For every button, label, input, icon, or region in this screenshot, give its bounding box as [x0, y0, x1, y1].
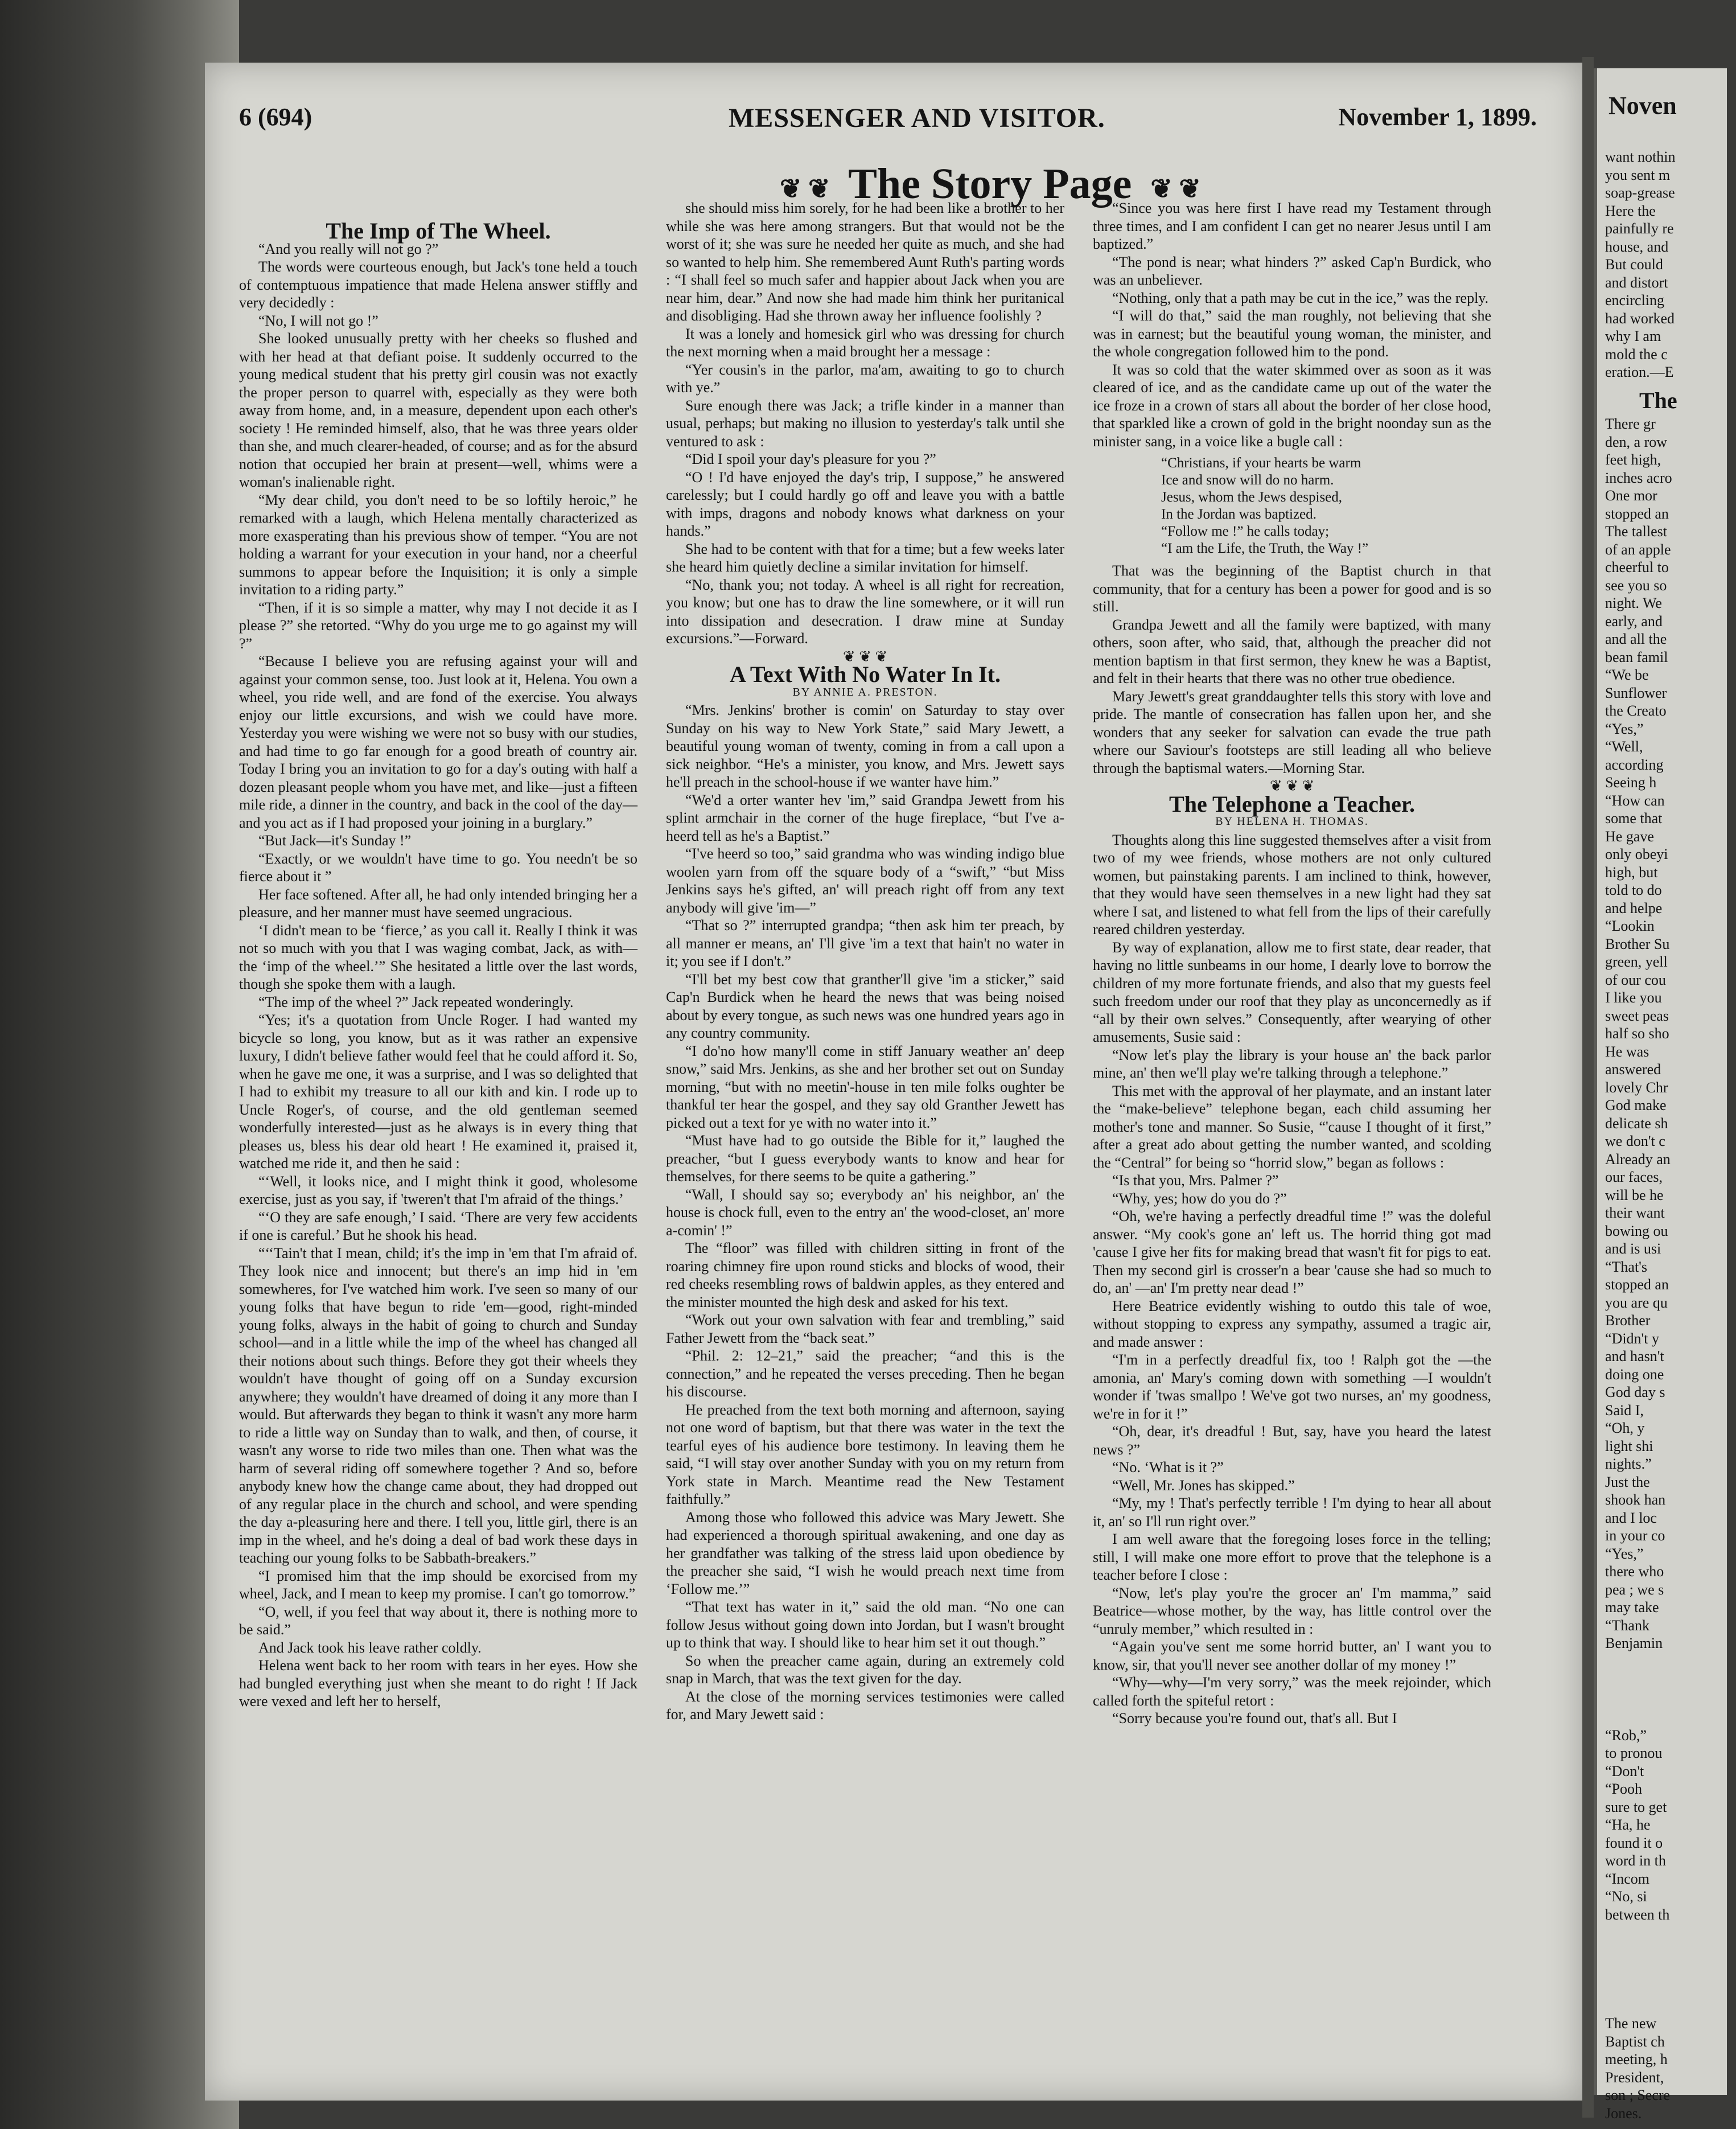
- text-line: “Christians, if your hearts be warm: [1161, 455, 1361, 471]
- text-line: I like you: [1605, 989, 1662, 1006]
- text-line: nights.”: [1605, 1456, 1652, 1472]
- paragraph: She looked unusually pretty with her cheeks so flushed and with her head at that defiant poise. It suddenly occurred to the young medical student that his pretty girl cousin was not exactly the proper person to quarrel with, especially as they were both away from home, and, in a measure, dependent upon each other's society ! He reminded himself, also, that he was three years older than she, and much clearer-headed, of course; and as for the absurd notion that occupied her brain at present—well, whims were a woman's inalienable right.: [239, 330, 637, 490]
- text-line: doing one: [1605, 1366, 1664, 1383]
- article-body-text-continued: [1093, 199, 1491, 450]
- paragraph: “And you really will not go ?”: [258, 240, 439, 257]
- text-line: soap-grease: [1605, 184, 1675, 201]
- paragraph: “I've heerd so too,” said grandma who was winding indigo blue woolen yarn from off the square body of a “swift,” “but Miss Jenkins says he's gifted, an' will preach right off from any text anybody will give 'im—”: [666, 845, 1064, 916]
- newspaper-page: [205, 63, 1582, 2101]
- text-line: The new: [1605, 2015, 1657, 2032]
- text-line: half so sho: [1605, 1025, 1669, 1042]
- text-line: shook han: [1605, 1491, 1666, 1508]
- column-1: [239, 218, 637, 2066]
- paragraph: So when the preacher came again, during an extremely cold snap in March, that was the text given for the day.: [666, 1652, 1064, 1687]
- paragraph: Mary Jewett's great granddaughter tells this story with love and pride. The mantle of consecration has fallen upon her, and she wonders that any seeker for salvation can evade the true path where our Saviour's footsteps are still leading all who believe through the baptismal waters.—Morning Star.: [1093, 688, 1491, 776]
- paragraph: “That text has water in it,” said the old man. “No one can follow Jesus without going down into Jordan, but I wasn't brought up to think that way. I should like to hear him set it out though.”: [666, 1598, 1064, 1651]
- text-line: green, yell: [1605, 953, 1668, 970]
- text-line: Jones.: [1605, 2105, 1642, 2122]
- text-line: mold the c: [1605, 346, 1668, 363]
- text-line: there who: [1605, 1563, 1664, 1580]
- paragraph: Helena went back to her room with tears in her eyes. How she had bungled everything just when she meant to do right ! If Jack were vexed and left her to herself,: [239, 1657, 637, 1709]
- text-line: night. We: [1605, 595, 1662, 611]
- paragraph: He preached from the text both morning and afternoon, saying not one word of baptism, but that there was water in the text the tearful eyes of his audience bore testimony. In leaving them he said, “I will stay over another Sunday with you on my return from York state in March. Meantime read the New Testament faithfully.”: [666, 1401, 1064, 1507]
- text-line: bowing ou: [1605, 1222, 1668, 1239]
- text-line: “Rob,”: [1605, 1727, 1647, 1744]
- text-line: we don't c: [1605, 1133, 1665, 1149]
- text-line: and distort: [1605, 274, 1668, 291]
- paragraph: “The imp of the wheel ?” Jack repeated wonderingly.: [258, 993, 574, 1010]
- text-line: of our cou: [1605, 971, 1666, 988]
- text-line: see you so: [1605, 577, 1667, 594]
- paragraph: “Yer cousin's in the parlor, ma'am, awaiting to go to church with ye.”: [666, 361, 1064, 396]
- text-line: son ; Secre: [1605, 2087, 1671, 2103]
- text-line: and all the: [1605, 631, 1667, 647]
- paragraph: “The pond is near; what hinders ?” asked Cap'n Burdick, who was an unbeliever.: [1093, 253, 1491, 288]
- paragraph: “O ! I'd have enjoyed the day's trip, I suppose,” he answered carelessly; but I could hardly go off and leave you with a battle with imps, dragons and nobody knows what darkness on your hands.”: [666, 468, 1064, 539]
- text-line: “Didn't y: [1605, 1330, 1659, 1347]
- paragraph: “Oh, dear, it's dreadful ! But, say, have you heard the latest news ?”: [1093, 1423, 1491, 1458]
- text-line: cheerful to: [1605, 559, 1669, 576]
- text-line: found it o: [1605, 1834, 1663, 1851]
- text-line: meeting, h: [1605, 2051, 1668, 2068]
- text-line: God day s: [1605, 1384, 1665, 1400]
- text-line: “Follow me !” he calls today;: [1161, 524, 1330, 539]
- text-line: and is usi: [1605, 1240, 1661, 1257]
- text-line: Already an: [1605, 1150, 1671, 1168]
- text-line: “Lookin: [1605, 918, 1655, 934]
- text-line: In the Jordan was baptized.: [1161, 507, 1317, 522]
- text-line: But could: [1605, 256, 1663, 273]
- text-line: “How can: [1605, 792, 1665, 809]
- text-line: Here the: [1605, 202, 1656, 219]
- page-header: [239, 97, 1560, 148]
- article-title-telephone-teacher: The Telephone a Teacher.: [1169, 791, 1415, 817]
- text-line: you are qu: [1605, 1294, 1668, 1311]
- text-line: “Yes,”: [1605, 1545, 1644, 1562]
- paragraph: This met with the approval of her playmate, and an instant later the “make-believe” telephone began, each child assuming her mother's tone and manner. So Susie, “'cause I thought of it first,” after a great ado about getting the number wanted, and scolding the “Central” for being so “horrid slow,” began as follows :: [1093, 1082, 1491, 1171]
- byline: BY ANNIE A. PRESTON.: [792, 685, 938, 698]
- text-line: the Creato: [1605, 702, 1667, 719]
- text-line: stopped an: [1605, 1276, 1669, 1293]
- paragraph: The words were courteous enough, but Jack's tone held a touch of contemptuous impatience that made Helena answer stiffly and very decidedly :: [239, 258, 637, 311]
- paragraph: “Then, if it is so simple a matter, why may I not decide it as I please ?” she retorted. “Why do you urge me to go against my will ?”: [239, 599, 637, 652]
- text-line: President,: [1605, 2069, 1664, 2086]
- text-line: only obeyi: [1605, 846, 1668, 862]
- text-line: “Pooh: [1605, 1781, 1642, 1797]
- adjacent-lines-d: [1605, 2015, 1736, 2122]
- text-line: and helpe: [1605, 899, 1663, 916]
- paragraph: ‘I didn't mean to be ‘fierce,’ as you call it. Really I think it was not so much with you that I was waging combat, Jack, as with—the ‘imp of the wheel.’” She hesitated a little over the last words, though she spoke them with a laugh.: [239, 922, 637, 992]
- text-line: and hasn't: [1605, 1348, 1664, 1364]
- article-body-imp-continued: [666, 199, 1064, 648]
- text-line: Seeing h: [1605, 774, 1657, 791]
- adjacent-page: [1594, 68, 1727, 2122]
- paragraph: “Since you was here first I have read my Testament through three times, and I am confident I can get no nearer Jesus until I am baptized.”: [1093, 200, 1491, 252]
- paragraph: The “floor” was filled with children sitting in front of the roaring chimney fire upon round sticks and blocks of wood, their red cheeks resembling rows of baldwin apples, as they entered and the minister mounted the high desk and asked for his text.: [666, 1240, 1064, 1310]
- paragraph: “Work out your own salvation with fear and trembling,” said Father Jewett from the “back seat.”: [666, 1312, 1064, 1346]
- ornament-left-icon: ❦ ❦: [780, 174, 830, 203]
- text-line: Ice and snow will do no harm.: [1161, 472, 1334, 488]
- paragraph: “We'd a orter wanter hev 'im,” said Grandpa Jewett from his splint armchair in the corner of the huge fireplace, “but I've a-heerd tell as he's a Baptist.”: [666, 791, 1064, 844]
- text-line: “Thank: [1605, 1617, 1649, 1634]
- paragraph: “Now, let's play you're the grocer an' I'm mamma,” said Beatrice—whose mother, by the way, has little control over the “unruly member,” which resulted in :: [1093, 1584, 1491, 1637]
- article-body-text-with-no-water: [666, 701, 1064, 1724]
- paragraph: “Is that you, Mrs. Palmer ?”: [1112, 1172, 1279, 1189]
- text-line: There gr: [1605, 416, 1656, 432]
- paragraph: “My dear child, you don't need to be so loftily heroic,” he remarked with a laugh, which Helena mentally characterized as more exasperating than his previous show of temper. “You are not holding a warrant for your execution in your hand, nor a cheerful summons to appear before the Inquisition; it is only a simple invitation to a riding party.”: [239, 491, 637, 598]
- paragraph: “Yes; it's a quotation from Uncle Roger. I had wanted my bicycle so long, you know, but as it was rather an expensive luxury, I didn't believe father would feel that he could afford it. So, when he gave me one, it was a surprise, and I was so delighted that I had to exhibit my treasure to all our kith and kin. I rode up to Uncle Roger's, of course, and the old gentleman seemed wonderfully interested—just as he always is in every thing that pleases us, bless his dear old heart ! He examined it, praised it, watched me ride it, and then he said :: [239, 1012, 637, 1172]
- masthead: MESSENGER AND VISITOR.: [729, 103, 1105, 133]
- book-binding: [0, 0, 239, 2129]
- hymn-verse: [1161, 455, 1491, 557]
- text-line: “Oh, y: [1605, 1420, 1645, 1436]
- paragraph: “O, well, if you feel that way about it, there is nothing more to be said.”: [239, 1603, 637, 1638]
- text-line: lovely Chr: [1605, 1079, 1668, 1096]
- paragraph: “Mrs. Jenkins' brother is comin' on Saturday to stay over Sunday on his way to New York State,” said Mary Jewett, a beautiful young woman of twenty, coming in from a call upon a sick neighbor. “He's a minister, you know, and Mrs. Jewett says he'll preach in the school-house if we wanter have him.”: [666, 702, 1064, 790]
- paragraph: “Why—why—I'm very sorry,” was the meek rejoinder, which called forth the spiteful retort :: [1093, 1674, 1491, 1709]
- text-line: may take: [1605, 1599, 1659, 1616]
- paragraph: “That so ?” interrupted grandpa; “then ask him ter preach, by all manner er means, an' I'll give 'im a text that hain't no water in it; you see if I don't.”: [666, 917, 1064, 969]
- paragraph: “Did I spoil your day's pleasure for you ?”: [685, 451, 936, 467]
- paragraph: It was a lonely and homesick girl who was dressing for church the next morning when a maid brought her a message :: [666, 325, 1064, 360]
- text-line: inches acro: [1605, 469, 1672, 486]
- paragraph: “But Jack—it's Sunday !”: [258, 832, 412, 849]
- paragraph: “Now let's play the library is your house an' the back parlor mine, an' then we'll play we're talking through a telephone.”: [1093, 1046, 1491, 1081]
- text-line: “That's: [1605, 1258, 1647, 1275]
- text-line: Benjamin: [1605, 1635, 1663, 1651]
- text-line: “We be: [1605, 667, 1649, 683]
- text-line: and I loc: [1605, 1509, 1657, 1526]
- text-line: feet high,: [1605, 451, 1661, 468]
- byline: BY HELENA H. THOMAS.: [1215, 815, 1369, 828]
- text-line: “Yes,”: [1605, 720, 1644, 737]
- text-line: between th: [1605, 1906, 1670, 1923]
- paragraph: “No. ‘What is it ?”: [1112, 1459, 1224, 1475]
- text-line: why I am: [1605, 328, 1661, 344]
- paragraph: And Jack took his leave rather coldly.: [258, 1639, 482, 1656]
- paragraph: she should miss him sorely, for he had been like a brother to her while she was here among strangers. But that would not be the worst of it; she was sure he needed her quite as much, and she had so wanted to help him. She remembered Aunt Ruth's parting words : “I shall feel so much safer and happier about Jack when you are near him, dear.” And now she had made him think her puritanical and disobliging. Had she thrown away her influence foolishly ?: [666, 200, 1064, 324]
- text-line: One mor: [1605, 487, 1657, 504]
- paragraph: “Oh, we're having a perfectly dreadful time !” was the doleful answer. “My cook's gone an' left us. The horrid thing got mad 'cause I give her fits for making bread that wasn't fit for pigs to eat. Then my second girl is crosser'n a bear 'cause she had so much to do, an' —an' I'm pretty near dead !”: [1093, 1208, 1491, 1296]
- text-line: will be he: [1605, 1186, 1664, 1203]
- text-line: Sunflower: [1605, 684, 1667, 701]
- article-title-text-with-no-water: A Text With No Water In It.: [729, 661, 1001, 687]
- text-line: of an apple: [1605, 541, 1671, 558]
- text-line: delicate sh: [1605, 1115, 1668, 1132]
- paragraph: That was the beginning of the Baptist church in that community, that for a century has been a power for good and is so still.: [1093, 562, 1491, 615]
- text-line: He was: [1605, 1043, 1649, 1060]
- page-gutter: [1582, 57, 1594, 2118]
- paragraph: “No, I will not go !”: [258, 312, 379, 329]
- text-line: light shi: [1605, 1437, 1653, 1454]
- page-number: 6 (694): [239, 103, 312, 131]
- paragraph: “My, my ! That's perfectly terrible ! I'm dying to hear all about it, an' so I'll run right over.”: [1093, 1495, 1491, 1530]
- text-line: Jesus, whom the Jews despised,: [1161, 490, 1343, 505]
- text-line: want nothin: [1605, 149, 1676, 165]
- text-line: The tallest: [1605, 523, 1668, 540]
- text-line: sweet peas: [1605, 1007, 1669, 1024]
- text-line: house, and: [1605, 238, 1669, 255]
- paragraph: “‘Well, it looks nice, and I might think it good, wholesome exercise, just as you say, if 'tweren't that I'm afraid of the things.’: [239, 1173, 637, 1207]
- paragraph: “I'll bet my best cow that granther'll give 'im a sticker,” said Cap'n Burdick when he heard the news that was being noised about by every tongue, as such news was one hundred years ago in any country community.: [666, 971, 1064, 1041]
- paragraph: At the close of the morning services testimonies were called for, and Mary Jewett said :: [666, 1688, 1064, 1723]
- text-line: “Don't: [1605, 1762, 1644, 1779]
- issue-date: November 1, 1899.: [1338, 103, 1537, 131]
- text-line: Baptist ch: [1605, 2033, 1665, 2050]
- paragraph: “I will do that,” said the man roughly, not believing that she was in earnest; but the beautiful young woman, the minister, and the whole congregation followed him to the pond.: [1093, 307, 1491, 360]
- paragraph: “Must have had to go outside the Bible for it,” laughed the preacher, “but I guess everybody wants to know and hear for themselves, for there seems to be quite a gathering.”: [666, 1132, 1064, 1185]
- paragraph: “Exactly, or we wouldn't have time to go. You needn't be so fierce about it ”: [239, 850, 637, 885]
- text-line: high, but: [1605, 864, 1658, 881]
- paragraph: Here Beatrice evidently wishing to outdo this tale of woe, without stopping to express any sympathy, assumed a tragic air, and made answer :: [1093, 1297, 1491, 1350]
- adjacent-page-header: Noven: [1609, 92, 1677, 120]
- paragraph: “‘O they are safe enough,’ I said. ‘There are very few accidents if one is careful.’ But he shook his head.: [239, 1209, 637, 1243]
- text-line: “Ha, he: [1605, 1816, 1651, 1833]
- text-line: early, and: [1605, 613, 1663, 630]
- adjacent-lines-b: [1605, 415, 1736, 1653]
- article-body-text-ending: [1093, 562, 1491, 777]
- paragraph: “I do'no how many'll come in stiff January weather an' deep snow,” said Mrs. Jenkins, as she and her brother set out on Sunday morning, “but with no meetin'-house in ten mile folks oughter be thankful ter hear the gospel, and they say old Granther Jewett has picked out a text for ye with no water into it.”: [666, 1042, 1064, 1131]
- adjacent-lines-a: [1605, 148, 1736, 381]
- paragraph: “No, thank you; not today. A wheel is all right for recreation, you know; but one has to draw the line somewhere, or it will run into dissipation and desecration. I draw mine at Sunday excursions.”—Forward.: [666, 576, 1064, 647]
- paragraph: “Again you've sent me some horrid butter, an' I want you to know, sir, that you'll never see another dollar of my money !”: [1093, 1638, 1491, 1673]
- column-2: [666, 199, 1064, 2066]
- column-3: [1093, 199, 1491, 2066]
- text-line: pea ; we s: [1605, 1581, 1664, 1598]
- text-line: God make: [1605, 1097, 1667, 1113]
- paragraph: By way of explanation, allow me to first state, dear reader, that having no little sunbeams in our home, I dearly love to borrow the children of my more fortunate friends, and also that my guests feel such freedom under our roof that they play as unconcernedly as if “all by their own selves.” Consequently, after wearying of other amusements, Susie said :: [1093, 939, 1491, 1045]
- paragraph: I am well aware that the foregoing loses force in the telling; still, I will make one more effort to prove that the telephone is a teacher before I close :: [1093, 1531, 1491, 1583]
- separator-stars: ❦ ❦ ❦: [1269, 778, 1315, 794]
- text-line: some that: [1605, 810, 1663, 827]
- paragraph: “Because I believe you are refusing against your will and against your common sense, too. Just look at it, Helena. You own a wheel, you ride well, and are fond of the exercise. You always enjoy our little excursions, and wish we could have more. Yesterday you were wishing we were not so busy with our studies, and had time to go far enough for a good breath of country air. Today I bring you an invitation to go for a day's outing with half a dozen pleasant people whom you have met, and like—just a fifteen mile ride, a dinner in the country, and back in the cool of the day—and you act as if I had proposed your joining in a burglary.”: [239, 653, 637, 831]
- ornament-right-icon: ❦ ❦: [1150, 174, 1201, 203]
- text-line: “Incom: [1605, 1870, 1649, 1887]
- section-title-text: The Story Page: [848, 160, 1132, 208]
- paragraph: Her face softened. After all, he had only intended bringing her a pleasure, and her manner must have seemed ungracious.: [239, 886, 637, 920]
- text-line: their want: [1605, 1205, 1665, 1221]
- text-line: Brother: [1605, 1312, 1651, 1329]
- paragraph: “Nothing, only that a path may be cut in the ice,” was the reply.: [1112, 289, 1489, 306]
- paragraph: Grandpa Jewett and all the family were baptized, with many others, soon after, who said, that, although the preacher did not mention baptism in that first sermon, they knew he was a Baptist, and felt in their hearts that there was no other true obedience.: [1093, 616, 1491, 687]
- text-line: Said I,: [1605, 1401, 1644, 1419]
- article-title-imp-of-the-wheel: The Imp of The Wheel.: [326, 218, 551, 244]
- adjacent-article-title: The: [1639, 387, 1677, 413]
- paragraph: Among those who followed this advice was Mary Jewett. She had experienced a thorough spiritual awakening, and one day as her grandfather was talking of the stress laid upon obedience by the preacher she said, “I wish he would preach next time from ‘Follow me.’”: [666, 1509, 1064, 1597]
- adjacent-lines-c: [1605, 1727, 1736, 1924]
- article-body-imp-of-the-wheel: [239, 240, 637, 1711]
- text-line: He gave: [1605, 828, 1654, 845]
- text-line: encircling: [1605, 292, 1664, 309]
- paragraph: “Well, Mr. Jones has skipped.”: [1112, 1477, 1295, 1494]
- text-line: bean famil: [1605, 648, 1668, 665]
- text-line: den, a row: [1605, 433, 1668, 450]
- text-line: Just the: [1605, 1473, 1650, 1490]
- paragraph: “Why, yes; how do you do ?”: [1112, 1190, 1287, 1207]
- text-line: eration.—E: [1605, 364, 1674, 380]
- text-line: “Well,: [1605, 738, 1643, 755]
- paragraph: “Wall, I should say so; everybody an' his neighbor, an' the house is chock full, even to the entry an' the wood-closet, an' more a-comin' !”: [666, 1186, 1064, 1239]
- text-line: had worked: [1605, 310, 1675, 327]
- paragraph: “I'm in a perfectly dreadful fix, too ! Ralph got the —the amonia, an' Mary's coming down with something —I wouldn't wonder if 'twas smallpo ! We've got two nurses, an' my goodness, we're in for it !”: [1093, 1351, 1491, 1422]
- text-line: “No, si: [1605, 1888, 1647, 1905]
- text-line: stopped an: [1605, 505, 1669, 522]
- article-body-telephone-teacher: [1093, 831, 1491, 1728]
- text-line: in your co: [1605, 1527, 1665, 1544]
- text-line: to pronou: [1605, 1745, 1663, 1761]
- text-line: answered: [1605, 1061, 1661, 1078]
- paragraph: She had to be content with that for a time; but a few weeks later she heard him quietly decline a similar invitation for himself.: [666, 540, 1064, 575]
- text-line: word in th: [1605, 1852, 1666, 1869]
- text-line: painfully re: [1605, 220, 1674, 237]
- paragraph: Thoughts along this line suggested themselves after a visit from two of my wee friends, whose mothers are not only cultured women, but painstaking parents. I am inclined to think, however, that they would have seen themselves in a new light had they sat where I sat, and listened to what fell from the lips of their carefully reared children yesterday.: [1093, 831, 1491, 938]
- text-line: our faces,: [1605, 1169, 1663, 1185]
- paragraph: Sure enough there was Jack; a trifle kinder in a manner than usual, perhaps; but making no illusion to yesterday's talk until she ventured to ask :: [666, 397, 1064, 450]
- separator-stars: ❦ ❦ ❦: [842, 648, 888, 665]
- text-line: you sent m: [1605, 166, 1671, 183]
- paragraph: “Sorry because you're found out, that's all. But I: [1112, 1710, 1397, 1727]
- paragraph: “I promised him that the imp should be exorcised from my wheel, Jack, and I mean to keep my promise. I can't go tomorrow.”: [239, 1567, 637, 1602]
- text-line: told to do: [1605, 882, 1662, 898]
- paragraph: It was so cold that the water skimmed over as soon as it was cleared of ice, and as the candidate came up out of the water the ice froze in a crown of stars all about the border of her close hood, that sparkled like a crown of gold in the bright noonday sun as the minister sang, in a voice like a bugle call :: [1093, 361, 1491, 450]
- text-line: “I am the Life, the Truth, the Way !”: [1161, 541, 1369, 556]
- text-line: Brother Su: [1605, 935, 1670, 952]
- text-line: sure to get: [1605, 1798, 1667, 1815]
- adjacent-page-column: [1605, 148, 1736, 2122]
- text-line: according: [1605, 756, 1664, 773]
- paragraph: “Phil. 2: 12–21,” said the preacher; “and this is the connection,” and he repeated the verses preceding. Then he began his discourse.: [666, 1347, 1064, 1400]
- paragraph: “‘‘Tain't that I mean, child; it's the imp in 'em that I'm afraid of. They look nice and innocent; but there's an imp hid in 'em somewheres, for I've watched him work. I've seen so many of our young folks that have begun to ride 'em—good, right-minded young folks, always in the habit of going to church and Sunday school—and in a little while the imp of the wheel has changed all their notions about such things. Before they got their wheels they wouldn't have thought of going off on a Sunday excursion anywhere; they wouldn't have dreamed of doing it any more than I would. But afterwards they began to think it wasn't any more harm to ride a little way on Sunday than to walk, and then, of course, it wasn't any worse to ride two miles than one. Then what was the harm of several riding off somewhere together ? And so, before anybody knew how the change came about, they had dropped out of any regular place in the church and school, and were spending the day a-pleasuring here and there. I tell you, little girl, there is an imp in the wheel, and he's doing a deal of bad work these days in teaching our young folks to be Sabbath-breakers.”: [239, 1244, 637, 1566]
